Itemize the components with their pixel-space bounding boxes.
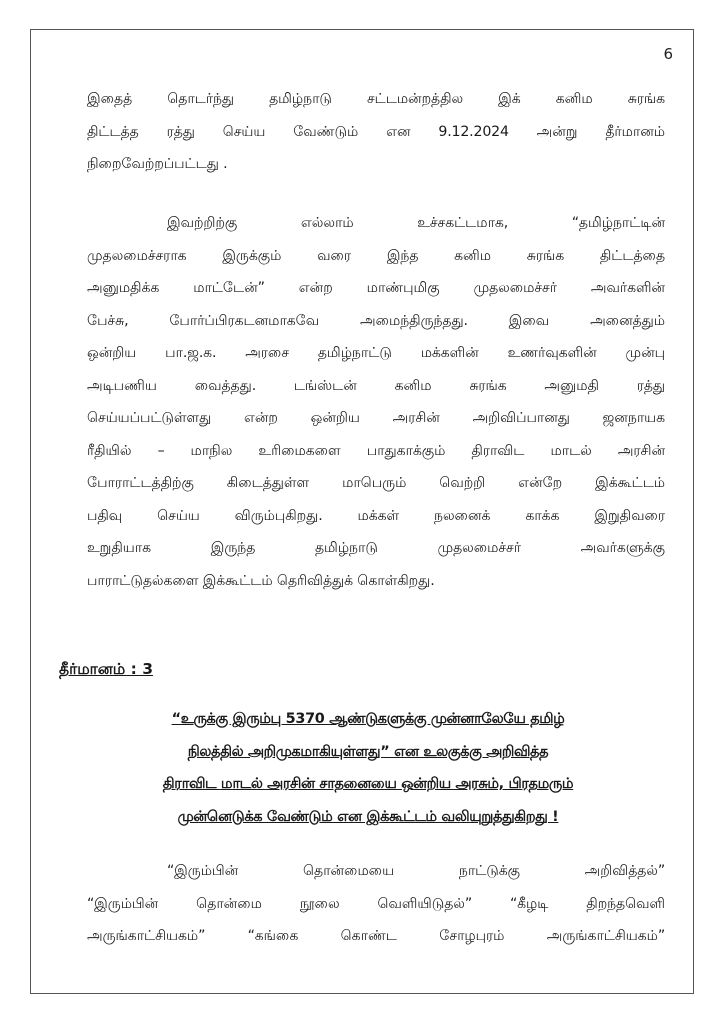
text-line: உறுதியாக இருந்த தமிழ்நாடு முதலமைச்சர் அவர்களுக்கு — [87, 540, 665, 556]
text-line: திட்டத்த ரத்து செய்ய வேண்டும் என 9.12.2024 அன்று தீர்மானம் — [87, 123, 665, 140]
text-line: நிறைவேற்றப்பட்டது . — [87, 156, 228, 172]
text-line: முதலமைச்சராக இருக்கும் வரை இந்த கனிம சுரங்க திட்டத்தை — [87, 247, 665, 264]
text-line: “இரும்பின் தொன்மை நூலை வெளியிடுதல்” “கீழடி திறந்தவெளி — [87, 895, 665, 912]
text-line: பாராட்டுதல்களை இக்கூட்டம் தெரிவித்துக் கொள்கிறது. — [87, 572, 435, 589]
text-line: செய்யப்பட்டுள்ளது என்ற ஒன்றிய அரசின் அறிவிப்பானது ஜனநாயக — [87, 410, 665, 426]
text-line: ரீதியில் – மாநில உரிமைகளை பாதுகாக்கும் திராவிட மாடல் அரசின் — [87, 442, 665, 459]
resolution-line: “உருக்கு இரும்பு 5370 ஆண்டுகளுக்கு முன்னாலேயே தமிழ் — [171, 711, 565, 727]
text-line: இவற்றிற்கு எல்லாம் உச்சகட்டமாக, “தமிழ்நாட்டின் — [167, 215, 665, 231]
text-line: ஒன்றிய பா.ஜ.க. அரசை தமிழ்நாட்டு மக்களின் உணர்வுகளின் முன்பு — [87, 345, 665, 361]
resolution-line: திராவிட மாடல் அரசின் சாதனையை ஒன்றிய அரசும், பிரதமரும் — [162, 776, 574, 792]
text-line: பேச்சு, போர்ப்பிரகடனமாகவே அமைந்திருந்தது. இவை அனைத்தும் — [87, 312, 665, 329]
paragraph-iron-antiquity — [87, 855, 665, 953]
text-line: அடிபணிய வைத்தது. டங்ஸ்டன் கனிம சுரங்க அனுமதி ரத்து — [87, 377, 665, 394]
resolution-heading: தீர்மானம் : 3 — [59, 660, 154, 678]
text-line: அருங்காட்சியகம்” “கங்கை கொண்ட சோழபுரம் அருங்காட்சியகம்” — [87, 928, 665, 944]
resolution-line: நிலத்தில் அறிமுகமாகியுள்ளது” என உலகுக்கு அறிவித்த — [187, 743, 549, 760]
text-line: இதைத் தொடர்ந்து தமிழ்நாடு சட்டமன்றத்தில இக் கனிம சுரங்க — [87, 91, 665, 107]
resolution-statement — [87, 703, 649, 833]
text-line: போராட்டத்திற்கு கிடைத்துள்ள மாபெரும் வெற்றி என்றே இக்கூட்டம் — [87, 475, 665, 491]
paragraph-chief-minister-statement — [87, 207, 665, 597]
paragraph-assembly-resolution — [87, 83, 665, 181]
page-number: 6 — [663, 45, 673, 63]
text-line: பதிவு செய்ய விரும்புகிறது. மக்கள் நலனைக் காக்க இறுதிவரை — [87, 507, 665, 524]
document-page — [30, 29, 694, 994]
text-line: “இரும்பின் தொன்மையை நாட்டுக்கு அறிவித்தல்” — [167, 863, 665, 879]
text-line: அனுமதிக்க மாட்டேன்” என்ற மாண்புமிகு முதலமைச்சர் அவர்களின் — [87, 280, 665, 296]
resolution-line: முன்னெடுக்க வேண்டும் என இக்கூட்டம் வலியுறுத்துகிறது ! — [177, 808, 559, 825]
